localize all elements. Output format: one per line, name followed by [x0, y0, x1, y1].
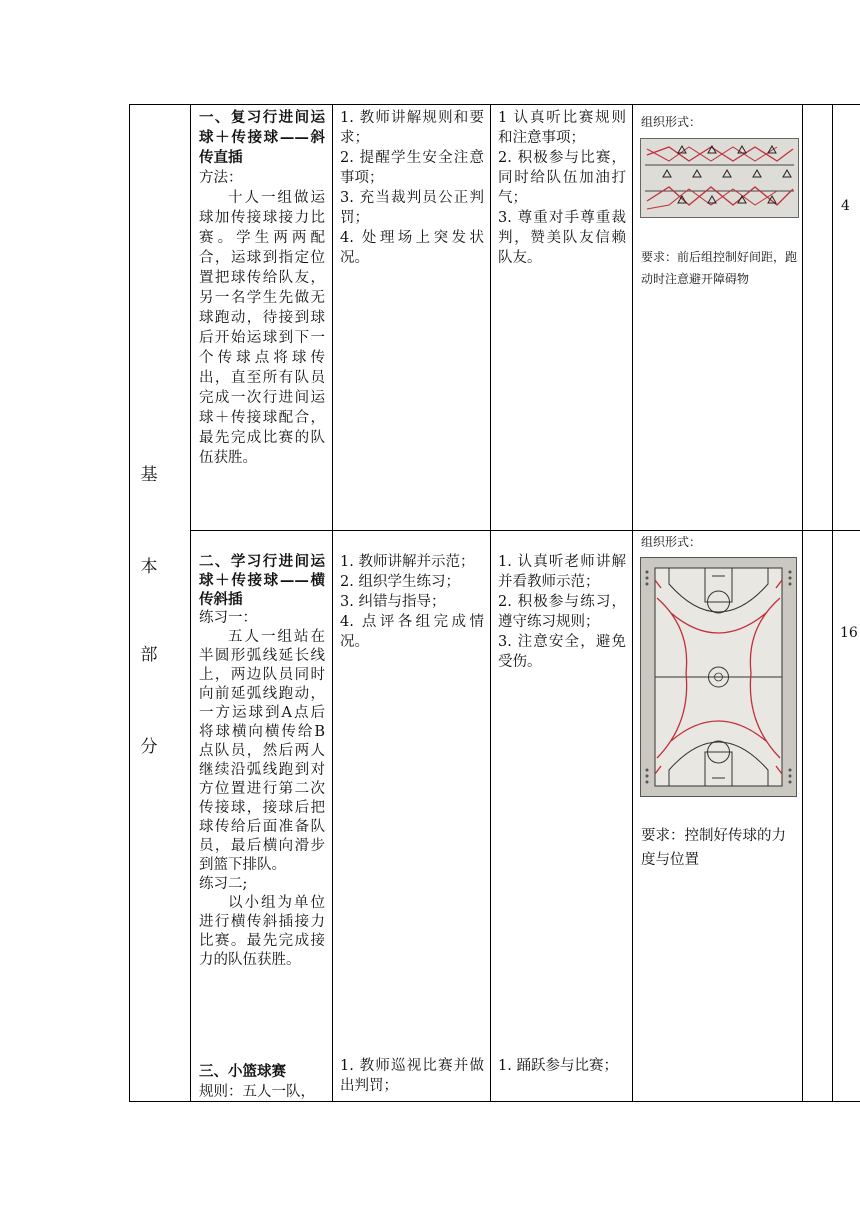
row2-content-title: 二、学习行进间运球＋传接球——横传斜插: [199, 553, 325, 608]
row2-student-item: 1. 认真听老师讲解并看教师示范；: [498, 554, 626, 590]
row2-practice1-body: 五人一组站在半圆形弧线延长线上，两边队员同时向前延弧线跑动，一方运球到A点后将球横向横传给B点队员，然后两人继续沿弧线跑到对方位置进行第二次传接球，接球后把球传给后面准备队员，最后横向滑步到篮下排队。: [199, 629, 325, 873]
row2-court-diagram: [640, 557, 797, 797]
row1-content-cell: [199, 108, 325, 468]
row1-teacher-item: 2. 提醒学生安全注意事项；: [340, 150, 484, 186]
relay-diagram-svg: [641, 139, 798, 217]
row2-student-cell: [498, 552, 626, 672]
row3-student-cell: [498, 1056, 626, 1076]
row2-requirement: 要求：控制好传球的力度与位置: [641, 828, 786, 868]
row1-teacher-cell: [340, 108, 484, 268]
row1-content-title: 一、复习行进间运球＋传接球——斜传直插: [199, 109, 325, 166]
row1-student-item: 3. 尊重对手尊重裁判，赞美队友信赖队友。: [498, 210, 626, 266]
col-divider-time: [832, 104, 833, 1101]
section-char-4: 分: [140, 737, 158, 757]
row2-teacher-item: 3. 纠错与指导；: [340, 594, 446, 610]
row2-practice2-body: 以小组为单位进行横传斜插接力比赛。最先完成接力的队伍获胜。: [199, 895, 325, 968]
row2-teacher-cell: [340, 552, 484, 652]
row-divider-1: [190, 530, 860, 531]
row2-practice2-label: 练习二;: [199, 876, 248, 892]
table-border-top: [129, 104, 860, 105]
row1-content-body: 十人一组做运球加传接球接力比赛。学生两两配合，运球到指定位置把球传给队友，另一名学生先做无球跑动，待接到球后开始运球到下一个传球点将球传出，直至所有队员完成一次行进间运球＋传接球配合，最先完成比赛的队伍获胜。: [199, 190, 325, 466]
row2-time: 16: [840, 625, 858, 641]
col-divider-org: [632, 104, 633, 1101]
row1-teacher-item: 1. 教师讲解规则和要求；: [340, 110, 484, 146]
row2-student-item: 3. 注意安全，避免受伤。: [498, 634, 626, 670]
col-divider-content: [190, 104, 191, 1101]
row2-content-cell: [199, 552, 325, 970]
row1-student-cell: [498, 108, 626, 268]
row1-student-item: 1 认真听比赛规则和注意事项；: [498, 110, 626, 146]
row1-time: 4: [841, 198, 850, 214]
row1-requirement: 要求：前后组控制好间距，跑动时注意避开障碍物: [641, 250, 798, 286]
row1-org-label: 组织形式：: [641, 115, 702, 129]
row2-org-label: 组织形式：: [641, 535, 702, 549]
section-char-3: 部: [140, 645, 158, 665]
row1-method-label: 方法：: [199, 170, 243, 186]
table-border-left: [129, 104, 130, 1101]
row2-teacher-item: 2. 组织学生练习；: [340, 574, 460, 590]
row2-practice1-label: 练习一：: [199, 610, 257, 626]
row3-teacher-item: 1. 教师巡视比赛并做出判罚；: [340, 1058, 484, 1094]
col-divider-count: [802, 104, 803, 1101]
row1-teacher-item: 4. 处理场上突发状况。: [340, 230, 484, 266]
court-diagram-svg: [641, 558, 796, 796]
row3-student-item: 1. 踊跃参与比赛；: [498, 1058, 618, 1074]
row3-content-rule: 规则：五人一队，: [199, 1084, 315, 1100]
row2-teacher-item: 4. 点评各组完成情况。: [340, 614, 484, 650]
row1-teacher-item: 3. 充当裁判员公正判罚；: [340, 190, 484, 226]
row2-teacher-item: 1. 教师讲解并示范；: [340, 554, 475, 570]
col-divider-teacher: [332, 104, 333, 1101]
section-char-1: 基: [140, 465, 158, 485]
row1-relay-diagram: [640, 138, 799, 218]
row3-content-title: 三、小篮球赛: [199, 1063, 286, 1080]
row3-content-cell: [199, 1062, 327, 1102]
row1-student-item: 2. 积极参与比赛，同时给队伍加油打气；: [498, 150, 626, 206]
row3-teacher-cell: [340, 1056, 484, 1096]
row2-student-item: 2. 积极参与练习，遵守练习规则；: [498, 594, 626, 630]
section-char-2: 本: [140, 557, 158, 577]
col-divider-student: [490, 104, 491, 1101]
